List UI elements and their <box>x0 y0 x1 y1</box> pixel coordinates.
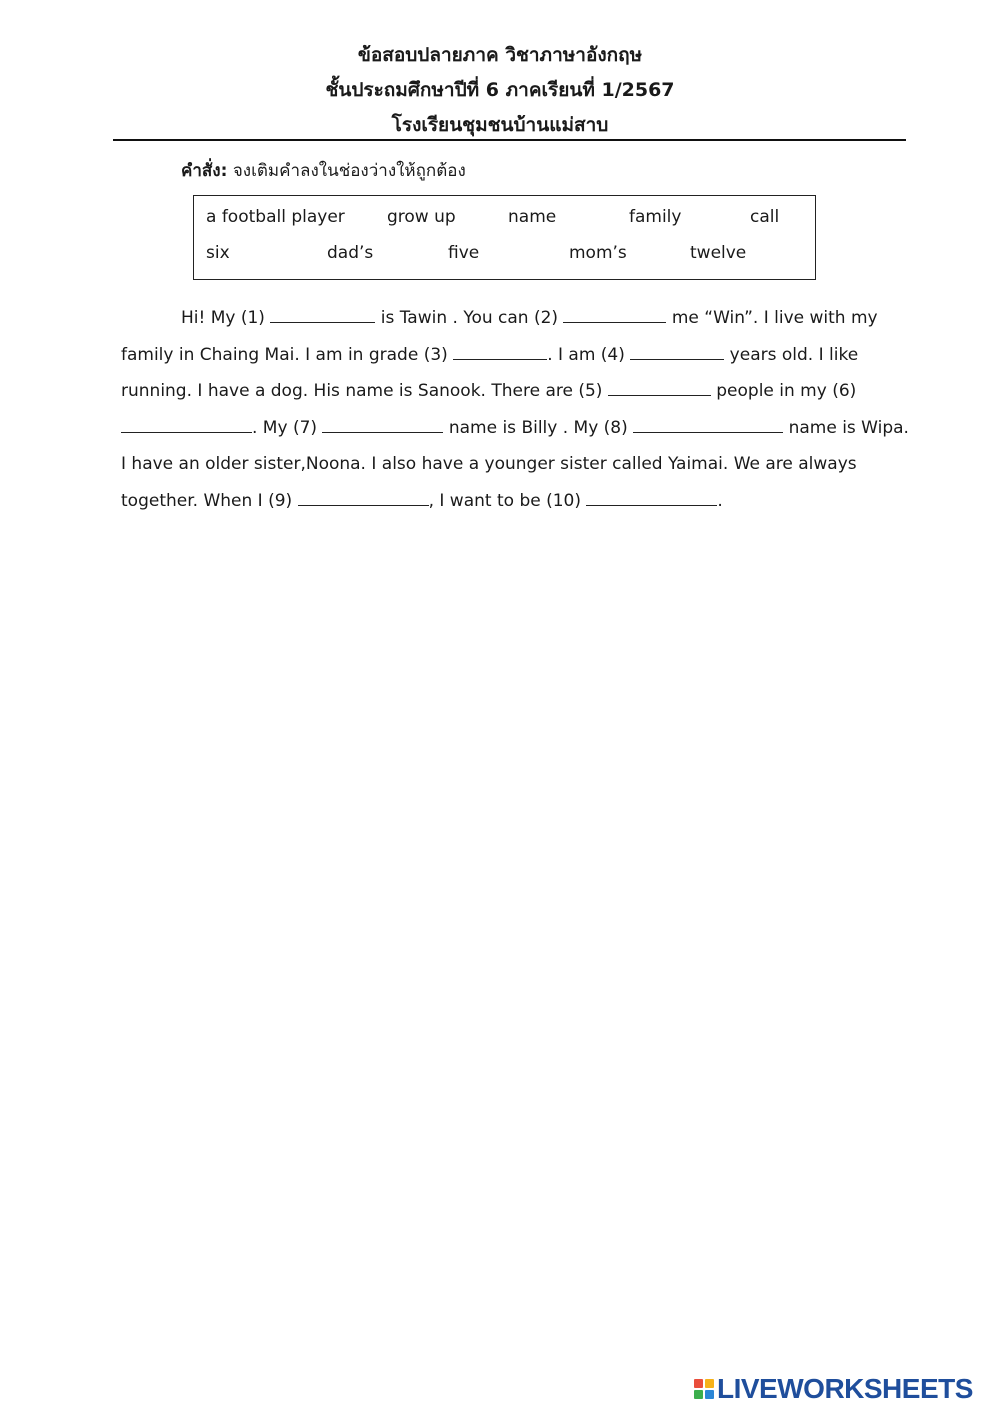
word-bank-item: a football player <box>206 207 345 227</box>
answer-blank-5[interactable] <box>608 377 711 396</box>
answer-blank-6[interactable] <box>121 414 252 433</box>
word-bank-item: five <box>448 243 480 263</box>
answer-blank-10[interactable] <box>586 487 717 506</box>
answer-blank-8[interactable] <box>633 414 783 433</box>
instruction-label: คำสั่ง: <box>181 161 228 181</box>
answer-blank-3[interactable] <box>453 341 547 360</box>
word-bank-item: family <box>629 207 682 227</box>
passage-text: together. When I (9) <box>121 490 298 511</box>
liveworksheets-logo <box>694 1374 973 1404</box>
passage-text: , I want to be (10) <box>428 490 587 511</box>
answer-blank-7[interactable] <box>322 414 443 433</box>
exam-title: ข้อสอบปลายภาค วิชาภาษาอังกฤษ <box>357 44 643 66</box>
passage-text: family in Chaing Mai. I am in grade (3) <box>121 344 454 365</box>
answer-blank-4[interactable] <box>630 341 724 360</box>
passage-line <box>121 410 911 447</box>
passage-text: Hi! My (1) <box>181 308 271 328</box>
logo-square <box>694 1390 703 1399</box>
passage-line <box>121 446 911 483</box>
passage-text: name is Wipa. <box>783 417 909 438</box>
logo-square <box>705 1390 714 1399</box>
instruction <box>181 157 466 184</box>
word-bank-item: mom’s <box>569 243 627 263</box>
instruction-text: จงเติมคำลงในช่องว่างให้ถูกต้อง <box>232 161 466 181</box>
answer-blank-9[interactable] <box>298 487 429 506</box>
logo-square <box>694 1379 703 1388</box>
word-bank-item: six <box>206 243 230 263</box>
passage-text: years old. I like <box>724 344 859 365</box>
logo-text: LIVEWORKSHEETS <box>717 1373 973 1404</box>
passage-text: . My (7) <box>252 417 323 438</box>
passage-line <box>121 300 911 337</box>
passage-text: me “Win”. I live with my <box>666 308 878 328</box>
passage-text: I have an older sister,Noona. I also have a younger sister called Yaimai. We are always <box>121 454 857 474</box>
passage-line <box>121 337 911 374</box>
passage-text: . <box>717 490 723 511</box>
passage-line <box>121 483 911 520</box>
answer-blank-1[interactable] <box>270 304 375 323</box>
word-bank-item: name <box>508 207 557 227</box>
logo-icon <box>694 1379 714 1399</box>
school-name: โรงเรียนชุมชนบ้านแม่สาบ <box>391 114 609 136</box>
header-divider <box>113 139 906 141</box>
logo-square <box>705 1379 714 1388</box>
word-bank <box>193 195 816 280</box>
word-bank-item: twelve <box>690 243 747 263</box>
passage-line <box>121 373 911 410</box>
passage-text: . I am (4) <box>547 344 631 365</box>
word-bank-item: grow up <box>387 207 456 227</box>
word-bank-item: call <box>750 207 780 227</box>
passage-text: is Tawin . You can (2) <box>375 308 564 328</box>
passage-text: people in my (6) <box>710 381 857 401</box>
word-bank-item: dad’s <box>327 243 374 263</box>
passage <box>121 300 911 519</box>
answer-blank-2[interactable] <box>563 304 666 323</box>
document-header <box>0 38 1000 143</box>
passage-text: running. I have a dog. His name is Sanook. There are (5) <box>121 381 608 401</box>
passage-text: name is Billy . My (8) <box>443 417 634 438</box>
exam-grade-term: ชั้นประถมศึกษาปีที่ 6 ภาคเรียนที่ 1/2567 <box>325 79 675 101</box>
